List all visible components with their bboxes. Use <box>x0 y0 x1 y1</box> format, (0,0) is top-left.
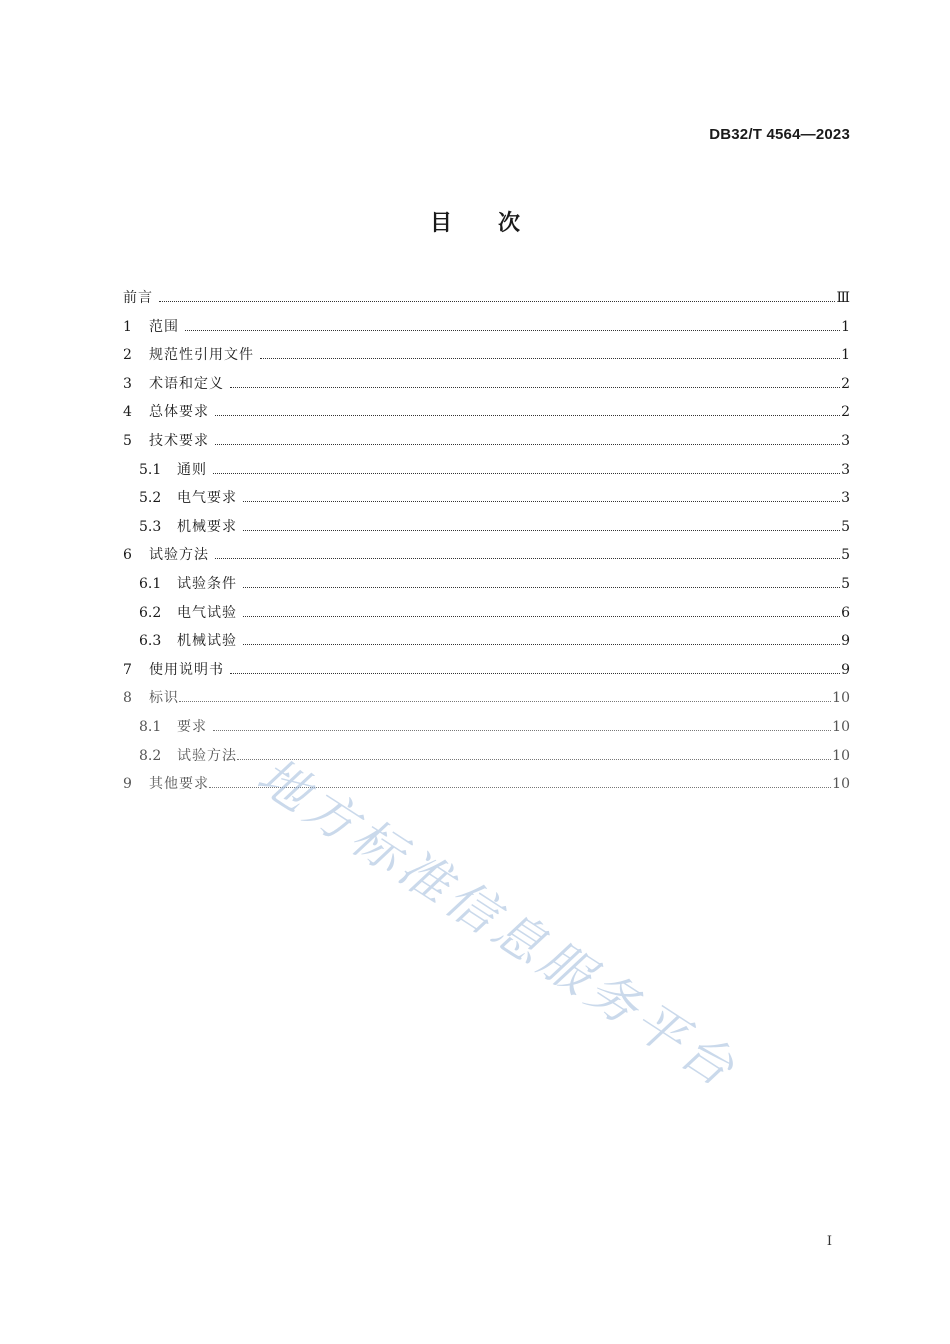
toc-entry-page: 3 <box>841 432 850 449</box>
toc-entry-text: 使用说明书 <box>149 661 224 678</box>
toc-entry-text: 范围 <box>149 318 179 335</box>
toc-entry-number: 5 <box>123 432 132 449</box>
toc-leader-dots <box>243 616 840 617</box>
toc-entry-6-2[interactable] <box>123 599 850 628</box>
toc-entry-text: 机械要求 <box>177 518 237 535</box>
toc-entry-5-2[interactable] <box>123 484 850 513</box>
toc-entry-4[interactable] <box>123 398 850 427</box>
toc-leader-dots <box>185 330 840 331</box>
toc-entry-page: 10 <box>832 747 850 764</box>
toc-entry-page: 2 <box>841 375 850 392</box>
toc-entry-number: 8 <box>123 690 132 707</box>
toc-entry-6-3[interactable] <box>123 627 850 656</box>
toc-entry-text: 电气试验 <box>177 604 237 621</box>
toc-entry-text: 电气要求 <box>177 490 237 507</box>
toc-entry-text: 通则 <box>177 461 207 478</box>
toc-entry-number: 2 <box>123 347 132 364</box>
toc-entry-5-1[interactable] <box>123 456 850 485</box>
toc-leader-dots <box>243 587 840 588</box>
toc-entry-2[interactable] <box>123 341 850 370</box>
toc-leader-dots <box>230 387 840 388</box>
toc-entry-text: 试验方法 <box>149 547 209 564</box>
toc-entry-text: 前言 <box>123 290 153 306</box>
toc-entry-number: 4 <box>123 404 132 421</box>
toc-entry-page: 10 <box>832 718 850 735</box>
toc-entry-page: 1 <box>841 347 850 364</box>
toc-entry-page: 3 <box>841 461 850 478</box>
toc-entry-text: 要求 <box>177 718 207 735</box>
toc-entry-number: 5.3 <box>139 518 162 535</box>
toc-entry-page: 2 <box>841 404 850 421</box>
toc-entry-page: 10 <box>832 690 850 707</box>
toc-leader-dots <box>237 759 831 760</box>
toc-entry-number: 6.3 <box>139 633 162 650</box>
toc-entry-page: 10 <box>832 776 850 793</box>
watermark: 地方标准信息服务平台 <box>247 746 749 1101</box>
toc-entry-5-3[interactable] <box>123 513 850 542</box>
toc-entry-text: 标识 <box>149 690 179 707</box>
toc-entry-number: 6 <box>123 547 132 564</box>
toc-entry-number: 3 <box>123 375 132 392</box>
toc-entry-text: 试验方法 <box>177 747 237 764</box>
toc-entry-number: 8.2 <box>139 747 162 764</box>
toc-entry-text: 机械试验 <box>177 633 237 650</box>
toc-entry-number: 9 <box>123 776 132 793</box>
toc-entry-text: 总体要求 <box>149 404 209 421</box>
toc-entry-8-1[interactable] <box>123 713 850 742</box>
toc-entry-foreword[interactable] <box>123 284 850 313</box>
toc-entry-text: 术语和定义 <box>149 375 224 392</box>
toc-entry-page: 3 <box>841 490 850 507</box>
toc-leader-dots <box>243 644 840 645</box>
toc-title: 目次 <box>429 211 566 236</box>
toc-entry-8-2[interactable] <box>123 742 850 771</box>
toc-leader-dots <box>179 701 831 702</box>
toc-entry-9[interactable] <box>123 770 850 799</box>
toc-entry-number: 6.2 <box>139 604 162 621</box>
toc-leader-dots <box>243 530 840 531</box>
toc-leader-dots <box>260 358 840 359</box>
toc-entry-number: 5.1 <box>139 461 162 478</box>
toc-leader-dots <box>230 673 840 674</box>
toc-entry-text: 规范性引用文件 <box>149 347 254 364</box>
toc-entry-page: 1 <box>841 318 850 335</box>
toc-entry-page: 9 <box>841 633 850 650</box>
toc-leader-dots <box>215 415 840 416</box>
toc-entry-page: 5 <box>841 518 850 535</box>
toc-entry-3[interactable] <box>123 370 850 399</box>
toc-entry-text: 技术要求 <box>149 432 209 449</box>
toc-entry-number: 6.1 <box>139 575 162 592</box>
toc-entry-number: 1 <box>123 318 132 335</box>
toc-entry-number: 7 <box>123 661 132 678</box>
toc-entry-page: Ⅲ <box>836 290 850 306</box>
toc-entry-1[interactable] <box>123 313 850 342</box>
toc-entry-7[interactable] <box>123 656 850 685</box>
toc-entry-6-1[interactable] <box>123 570 850 599</box>
toc-entry-page: 6 <box>841 604 850 621</box>
table-of-contents <box>123 284 850 799</box>
toc-leader-dots <box>215 558 840 559</box>
toc-entry-number: 8.1 <box>139 718 162 735</box>
toc-leader-dots <box>243 501 840 502</box>
toc-entry-page: 9 <box>841 661 850 678</box>
toc-leader-dots <box>213 473 840 474</box>
toc-leader-dots <box>213 730 831 731</box>
toc-entry-text: 试验条件 <box>177 575 237 592</box>
toc-entry-page: 5 <box>841 547 850 564</box>
toc-entry-8[interactable] <box>123 684 850 713</box>
toc-leader-dots <box>215 444 840 445</box>
toc-entry-number: 5.2 <box>139 490 162 507</box>
toc-entry-text: 其他要求 <box>149 776 209 793</box>
toc-entry-page: 5 <box>841 575 850 592</box>
toc-leader-dots <box>159 301 835 302</box>
toc-entry-6[interactable] <box>123 541 850 570</box>
page-number: I <box>826 1234 832 1249</box>
document-code: DB32/T 4564—2023 <box>709 126 850 143</box>
toc-entry-5[interactable] <box>123 427 850 456</box>
